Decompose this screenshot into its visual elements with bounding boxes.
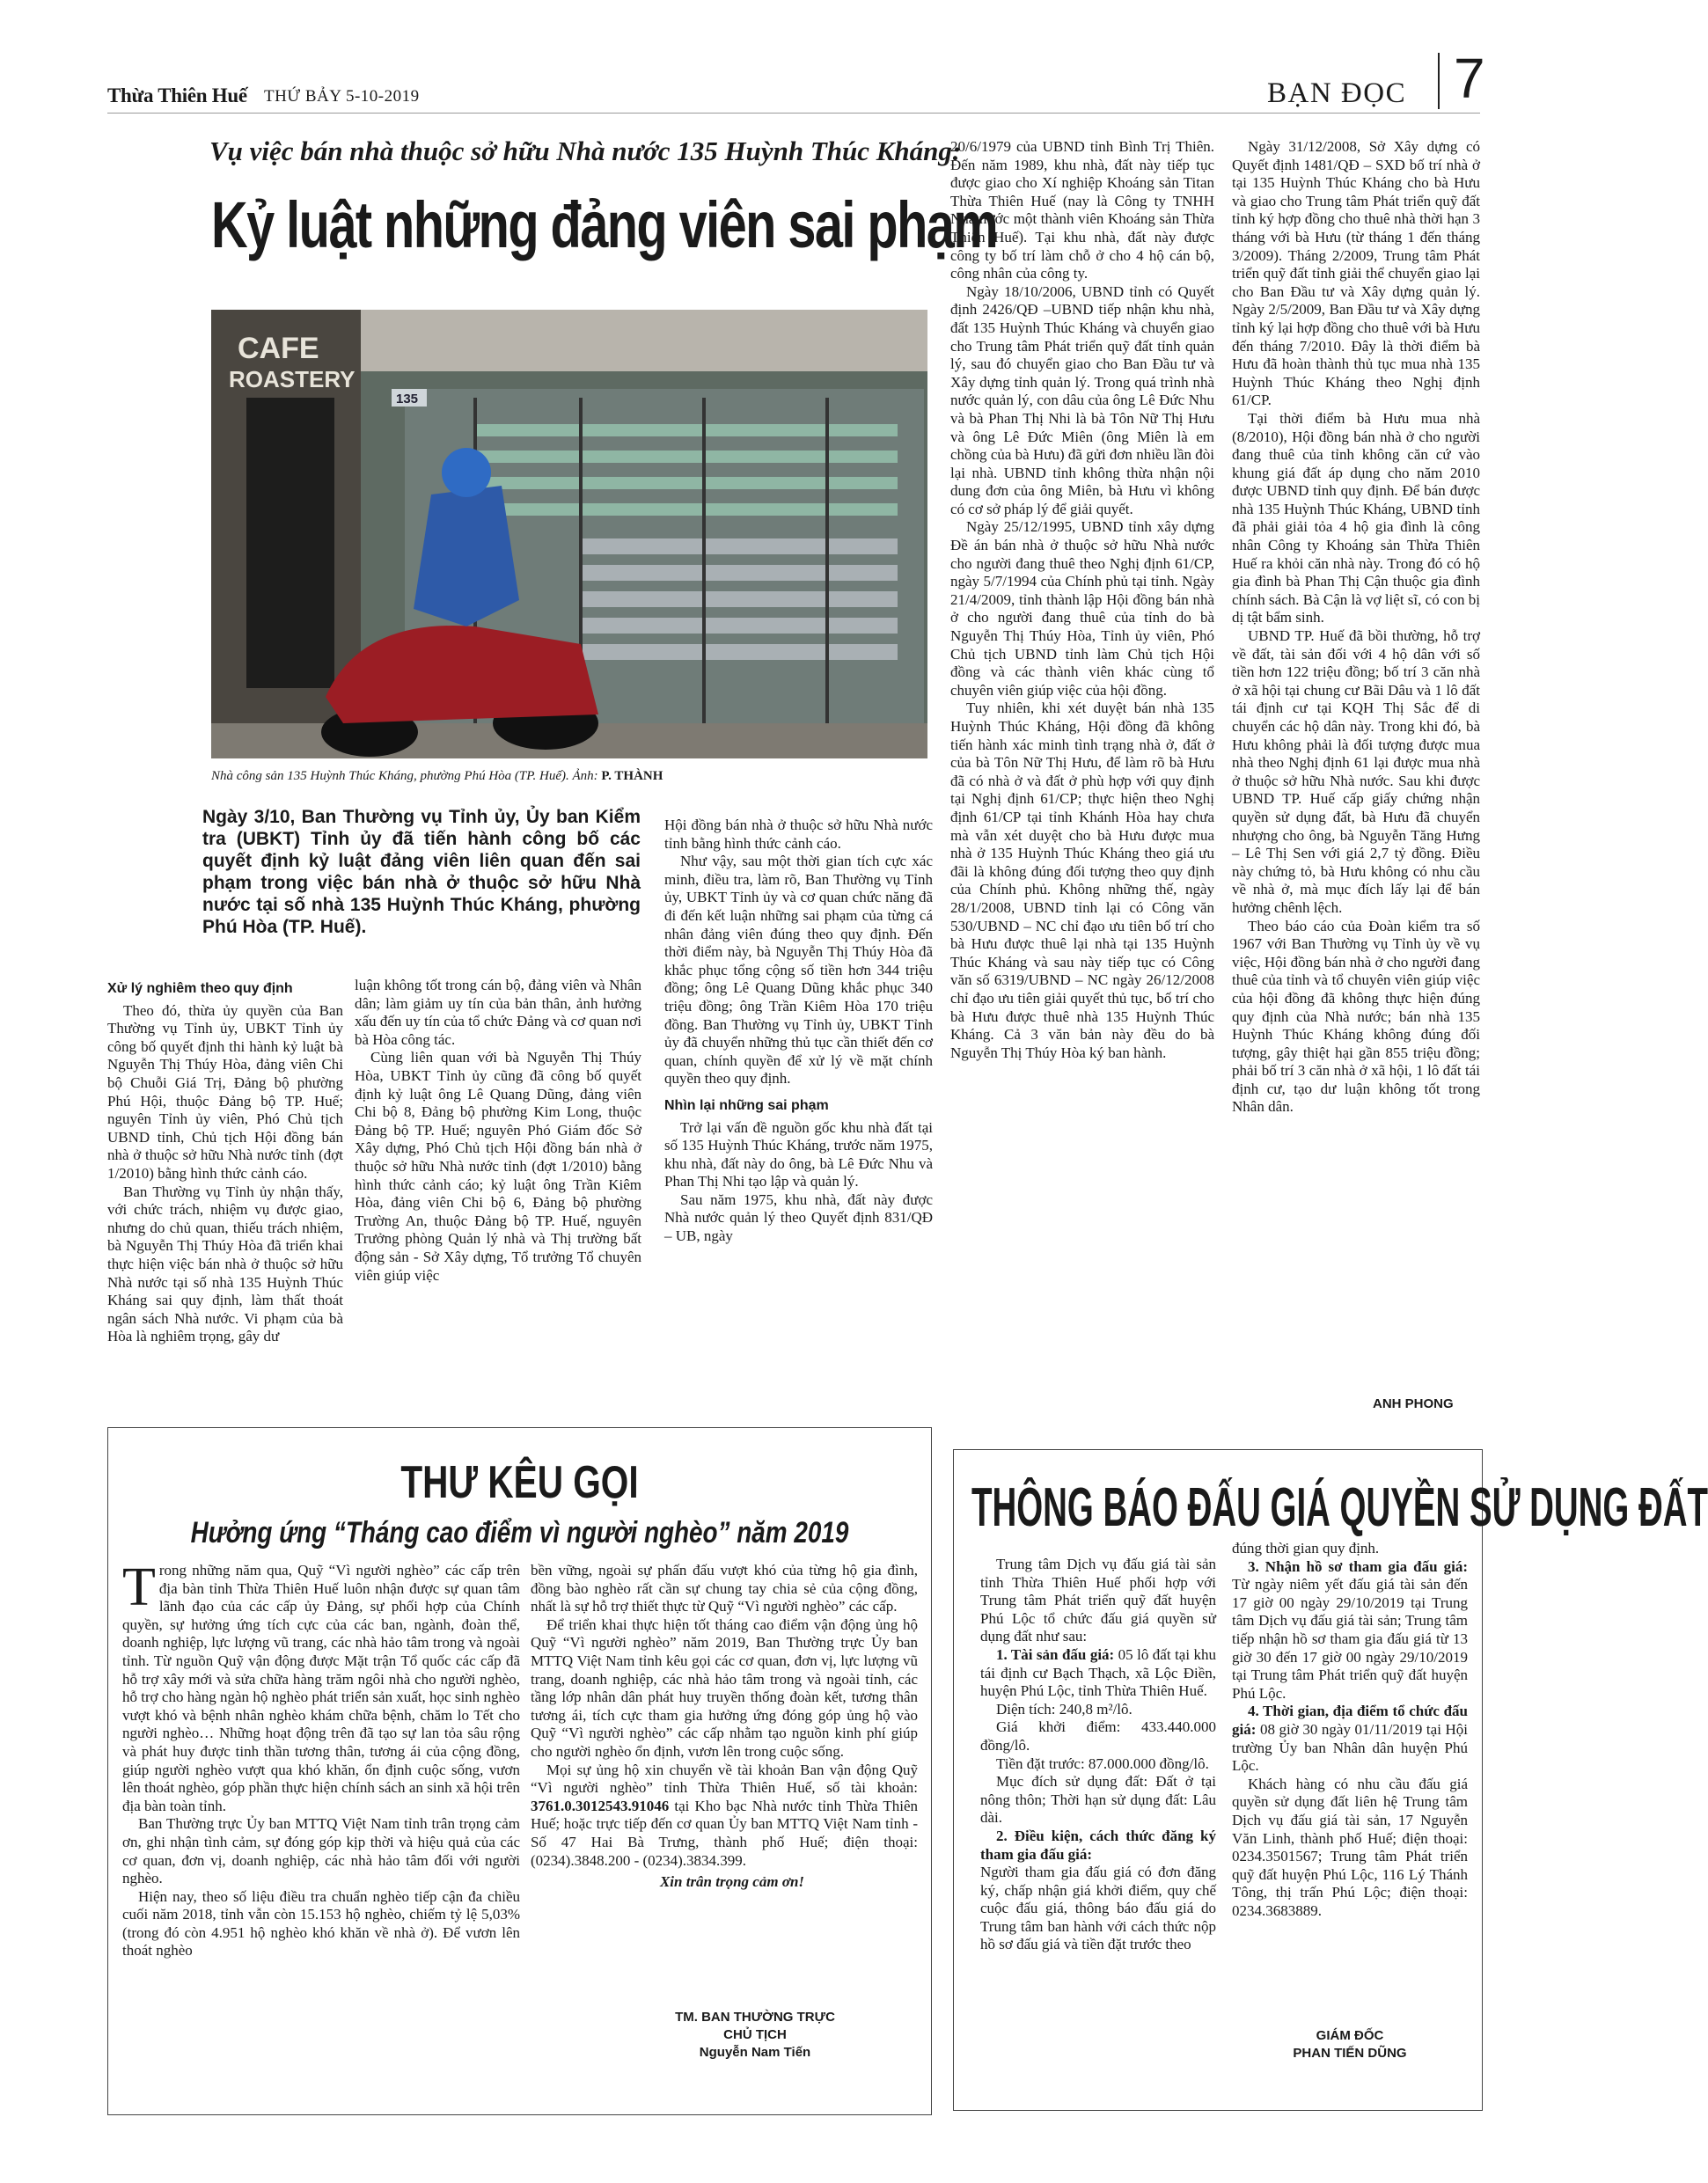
- appeal-column-2: [531, 1562, 918, 1949]
- paragraph: Hiện nay, theo số liệu điều tra chuẩn nghèo tiếp cận đa chiều cuối năm 2018, tỉnh vẫn còn 15.153 hộ nghèo, chiếm tỷ lệ 5,03% (trong đó còn 4.951 hộ nghèo khó khăn về nhà ở). Để vươn lên thoát nghèo: [122, 1887, 520, 1960]
- paragraph: 20/6/1979 của UBND tỉnh Bình Trị Thiên. Đến năm 1989, khu nhà, đất này tiếp tục được giao cho Xí nghiệp Khoáng sản Titan Thừa Thiên Huế (nay là Công ty TNHH Nhà nước một thành viên Khoáng sản Thừa Thiên Huế). Tại khu nhà, đất này được công ty bố trí làm chỗ ở cho 4 hộ cán bộ, công nhân của công ty.: [950, 138, 1214, 282]
- paragraph: Theo đó, thừa ủy quyền của Ban Thường vụ Tỉnh ủy, UBKT Tỉnh ủy công bố quyết định thi hành kỷ luật bà Nguyễn Thị Thúy Hòa, đảng viên Chi bộ Chuỗi Giá Trị, Đảng bộ phường Phú Hội, thuộc Đảng bộ TP. Huế; nguyên Tỉnh ủy viên, Phó Chủ tịch UBND tỉnh, Chủ tịch Hội đồng bán nhà ở thuộc sở hữu Nhà nước tỉnh (đợt 1/2010) bằng hình thức cảnh cáo.: [107, 1001, 343, 1182]
- masthead-brand: Thừa Thiên Huế: [107, 84, 247, 106]
- paragraph: tại khu tái định cư Bạch Thạch, xã Lộc Điền, huyện Phú Lộc, tỉnh Thừa Thiên Huế.: [980, 1645, 1217, 1700]
- paragraph: Trung tâm Dịch vụ đấu giá tài sản tỉnh Thừa Thiên Huế phối hợp với Trung tâm Phát triển quỹ đất huyện Phú Lộc tổ chức đấu giá quyền sử dụng đất như sau:: [980, 1556, 1216, 1645]
- subhead-look-back: Nhìn lại những sai phạm: [664, 1097, 829, 1113]
- paragraph: đúng thời gian quy định.: [1232, 1540, 1380, 1557]
- signature-role: CHỦ TỊCH: [723, 2027, 787, 2042]
- paragraph: Tiền đặt trước: 87.000.000 đồng/lô.: [996, 1754, 1209, 1772]
- paragraph: Theo báo cáo của Đoàn kiểm tra số 1967 với Ban Thường vụ Tỉnh ủy về vụ việc, Hội đồng bán nhà ở cho người đang thuê của tỉnh và tổ chuyên viên giúp việc của hội đồng đã không thực hiện đúng quy định của Nhà nước; bán nhà 135 Huỳnh Thúc Kháng không đúng đối tượng, gây thiệt hại gần 855 triệu đồng; phải bố trí 3 căn nhà ở xã hội, 1 lô đất tái định cư, tạo dư luận không tốt trong Nhân dân.: [1232, 917, 1480, 1116]
- paragraph: Cùng liên quan với bà Nguyễn Thị Thúy Hòa, UBKT Tỉnh ủy cũng đã công bố quyết định kỷ luật ông Lê Quang Dũng, đảng viên Chi bộ 8, Đảng bộ phường Kim Long, thuộc Đảng bộ TP. Huế; nguyên Phó Giám đốc Sở Xây dựng, Phó Chủ tịch Hội đồng bán nhà ở thuộc sở hữu Nhà nước tỉnh (đợt 1/2010) bằng hình thức cảnh cáo; kỷ luật ông Trần Kiêm Hòa, đảng viên Chi bộ 6, Đảng bộ phường Trường An, thuộc Đảng bộ TP. Huế, nguyên Trưởng phòng Quản lý nhà và Thị trường bất động sản - Sở Xây dựng, Tổ trưởng Tổ chuyên viên giúp việc: [355, 1049, 641, 1284]
- paragraph: Để triển khai thực hiện tốt tháng cao điểm vận động ủng hộ Quỹ “Vì người nghèo” năm 2019, Ban Thường trực Ủy ban MTTQ Việt Nam tỉnh kêu gọi các cơ quan, đơn vị, lực lượng vũ trang, doanh nghiệp, các nhà hảo tâm trong và ngoài tỉnh, các tầng lớp nhân dân phát huy truyền thống đoàn kết, tương thân tương ái, tích cực tham gia hưởng ứng đóng góp ủng hộ vào Quỹ “Vì người nghèo” các cấp nhằm tạo nguồn kinh phí giúp cho người nghèo ổn định, vươn lên trong cuộc sống.: [531, 1615, 918, 1760]
- paragraph: Ngày 31/12/2008, Sở Xây dựng có Quyết định 1481/QĐ – SXD bố trí nhà ở tại 135 Huỳnh Thúc Kháng cho bà Hưu và giao cho Trung tâm Phát triển quỹ đất tỉnh ký hợp đồng cho thuê nhà thời hạn 3 tháng với bà Hưu (từ tháng 1 đến tháng 3/2009). Tháng 2/2009, Trung tâm Phát triển quỹ đất tỉnh giải thể chuyển giao lại cho Ban Đầu tư và Xây dựng quản lý. Ngày 2/5/2009, Ban Đầu tư và Xây dựng tỉnh ký lại hợp đồng cho thuê với bà Hưu đến tháng 7/2010. Đây là thời điểm bà Hưu đã hoàn thành thủ tục mua nhà 135 Huỳnh Thúc Kháng theo Nghị định 61/CP.: [1232, 138, 1480, 409]
- article-photo: [211, 310, 927, 758]
- paragraph: Từ ngày niêm yết đấu giá tài sản đến 17 giờ 00 ngày 29/10/2019 tại Trung tâm Dịch vụ đấu giá tài sản; Trung tâm tiếp nhận hồ sơ tham gia đấu giá từ 13 giờ 30 đến 17 giờ 00 ngày 29/10/2019 tại Trung tâm Phát triển quỹ đất huyện Phú Lộc.: [1232, 1576, 1468, 1702]
- header-rule: [107, 113, 1480, 114]
- auction-item-3-label: 3. Nhận hồ sơ tham gia đấu giá:: [1248, 1557, 1468, 1575]
- paragraph: Khách hàng có nhu cầu đấu giá quyền sử dụng đất liên hệ Trung tâm Dịch vụ đấu giá tài sản, 17 Nguyễn Văn Linh, thành phố Huế; điện thoại: 0234.3501567; Trung tâm Phát triển quỹ đất huyện Phú Lộc, 116 Lý Thánh Tông, thị trấn Phú Lộc; điện thoại: 0234.3683889.: [1232, 1775, 1468, 1919]
- signature-name: PHAN TIẾN DŨNG: [1293, 2046, 1407, 2061]
- auction-title: THÔNG BÁO ĐẤU GIÁ QUYỀN SỬ DỤNG ĐẤT: [971, 1477, 1708, 1538]
- section-title: BẠN ĐỌC: [1267, 77, 1407, 109]
- appeal-column-1: [122, 1557, 520, 2107]
- page-number: 7: [1454, 47, 1485, 110]
- article-lead: Ngày 3/10, Ban Thường vụ Tỉnh ủy, Ủy ban Kiểm tra (UBKT) Tỉnh ủy đã tiến hành công bố các quyết định kỷ luật đảng viên liên quan đến sai phạm trong việc bán nhà ở thuộc sở hữu Nhà nước tại số nhà 135 Huỳnh Thúc Kháng, phường Phú Hòa (TP. Huế).: [202, 807, 641, 937]
- auction-signature: [1232, 2027, 1468, 2062]
- appeal-thanks: Xin trân trọng cảm ơn!: [659, 1873, 805, 1891]
- auction-notice-box: [953, 1449, 1708, 2111]
- paragraph: Như vậy, sau một thời gian tích cực xác minh, điều tra, làm rõ, Ban Thường vụ Tỉnh ủy, UBKT Tỉnh ủy và cơ quan chức năng đã đi đến kết luận những sai phạm của từng cá nhân đảng viên đúng theo quy định. Đến thời điểm này, bà Nguyễn Thị Thúy Hòa đã khắc phục tổng cộng số tiền hơn 344 triệu đồng; ông Lê Quang Dũng khắc phục 340 triệu đồng; ông Trần Kiêm Hòa 170 triệu đồng. Ban Thường vụ Tỉnh ủy, UBKT Tỉnh ủy đã chuyển những thủ tục cần thiết đến cơ quan, chính quyền để xử lý về mặt chính quyền theo quy định.: [664, 853, 933, 1088]
- photo-house-number: 135: [396, 392, 419, 407]
- drop-cap: T: [122, 1557, 156, 1617]
- paragraph: UBND TP. Huế đã bồi thường, hỗ trợ về đất, tài sản đối với 4 hộ dân với số tiền hơn 122 triệu đồng; bố trí 3 căn nhà ở xã hội tại chung cư Bãi Dâu và 1 lô đất tái định cư tại KQH Thị Sắc để di chuyển các hộ dân này. Trong khi đó, bà Hưu không phải là đối tượng được mua nhà theo Nghị định 61 lại được mua nhà ở thuộc sở hữu Nhà nước. Sau khi được UBND TP. Huế cấp giấy chứng nhận quyền sử dụng đất, bà Hưu đã chuyển nhượng cho ông, bà Nguyễn Tăng Hưng – Lê Thị Sen với giá 2,7 tỷ đồng. Điều này chứng tỏ, bà Hưu không có nhu cầu về nhà ở, mà mục đích lấy lại để bán hưởng chênh lệch.: [1232, 627, 1480, 916]
- paragraph: rong những năm qua, Quỹ “Vì người nghèo” các cấp trên địa bàn tỉnh Thừa Thiên Huế luôn nhận được sự quan tâm lãnh đạo của các cấp ủy Đảng, sự phối hợp của Chính quyền, sự hưởng ứng tích cực của các ban, ngành, đoàn thể, doanh nghiệp, lực lượng vũ trang, các nhà hảo tâm trong và ngoài tỉnh. Từ nguồn Quỹ vận động được Mặt trận Tổ quốc các cấp đã hỗ trợ xây mới và sửa chữa hàng trăm ngôi nhà cho người nghèo, hỗ trợ cho hàng ngàn hộ nghèo phát triển sản xuất, học sinh nghèo vượt khó và bệnh nhân nghèo khám chữa bệnh, chăm lo Tết cho người nghèo… Những hoạt động trên đã tạo sự lan tỏa sâu rộng và phát huy được tinh thần tương thân, tương ái của cộng đồng, giúp người nghèo vượt qua khó khăn, ổn định cuộc sống, vươn lên thoát nghèo, góp phần thực hiện chính sách an sinh xã hội trên địa bàn toàn tỉnh.: [122, 1562, 520, 1814]
- paragraph: Tại thời điểm bà Hưu mua nhà (8/2010), Hội đồng bán nhà ở cho người đang thuê của tỉnh không căn cứ vào khung giá đất áp dụng cho năm 2010 được UBND tỉnh quy định. Để bán được nhà 135 Huỳnh Thúc Kháng, UBND tỉnh đã phải giải tỏa 4 hộ gia đình là công nhân Công ty Khoáng sản Thừa Thiên Huế ra khỏi căn nhà này. Trong đó có hộ gia đình bà Phan Thị Cận thuộc gia đình chính sách. Bà Cận là vợ liệt sĩ, có con bị dị tật bẩm sinh.: [1232, 409, 1480, 626]
- signature-name: Nguyễn Nam Tiến: [699, 2045, 811, 2060]
- auction-item-1-label: 1. Tài sản đấu giá:: [996, 1645, 1115, 1663]
- header-divider: [1438, 53, 1440, 109]
- issue-date: THỨ BẢY 5-10-2019: [264, 87, 420, 106]
- signature-org: TM. BAN THƯỜNG TRỰC: [675, 2010, 835, 2025]
- photo-caption: [211, 769, 933, 784]
- paragraph: Người tham gia đấu giá có đơn đăng ký, chấp nhận giá khởi điểm, quy chế cuộc đấu giá, thông báo đấu giá do Trung tâm ban hành với cách thức nộp hồ sơ đấu giá và tiền đặt trước theo: [980, 1864, 1216, 1953]
- paragraph: Mọi sự ủng hộ xin chuyển về tài khoản Ban vận động Quỹ “Vì người nghèo” tỉnh Thừa Thiên Huế, số tài khoản:: [531, 1761, 918, 1797]
- article-kicker: Vụ việc bán nhà thuộc sở hữu Nhà nước 135 Huỳnh Thúc Kháng:: [209, 136, 962, 166]
- article-headline: Kỷ luật những đảng viên sai phạm: [211, 188, 998, 261]
- paragraph: Hội đồng bán nhà ở thuộc sở hữu Nhà nước tỉnh bằng hình thức cảnh cáo.: [664, 817, 933, 852]
- paragraph: Mục đích sử dụng đất: Đất ở tại nông thôn; Thời hạn sử dụng đất: Lâu dài.: [980, 1773, 1216, 1827]
- appeal-signature: [636, 2009, 874, 2062]
- paragraph: Sau năm 1975, khu nhà, đất này được Nhà nước quản lý theo Quyết định 831/QĐ – UB, ngày: [664, 1190, 933, 1245]
- auction-item-2-label: 2. Điều kiện, cách thức đăng ký tham gia đấu giá:: [980, 1827, 1216, 1863]
- caption-credit: P. THÀNH: [601, 769, 663, 783]
- paragraph: tại Kho bạc Nhà nước tỉnh Thừa Thiên Huế; hoặc trực tiếp đến cơ quan Ủy ban MTTQ Việt Nam tỉnh - Số 47 Hai Bà Trưng, thành phố Huế; điện thoại: (0234).3848.200 - (0234).3834.399.: [531, 1797, 919, 1869]
- signature-role: GIÁM ĐỐC: [1316, 2028, 1384, 2043]
- auction-column-2: [1232, 1540, 1468, 1997]
- shop-front-illustration: [211, 310, 927, 758]
- photo-sign-roastery: ROASTERY: [229, 366, 356, 392]
- paragraph: luận không tốt trong cán bộ, đảng viên và Nhân dân; làm giảm uy tín của bản thân, ảnh hưởng xấu đến uy tín của tổ chức Đảng và cơ quan nơi bà Hòa công tác.: [355, 977, 641, 1048]
- article-byline: ANH PHONG: [1373, 1396, 1454, 1411]
- appeal-box: [107, 1427, 932, 2115]
- auction-item-1-text: 05 lô đất: [1118, 1645, 1171, 1663]
- paragraph: Diện tích: 240,8 m²/lô.: [996, 1700, 1133, 1718]
- caption-text: Nhà công sản 135 Huỳnh Thúc Kháng, phường Phú Hòa (TP. Huế). Ảnh:: [211, 769, 598, 783]
- paragraph: Ban Thường vụ Tỉnh ủy nhận thấy, với chức trách, nhiệm vụ được giao, nhưng do chủ quan, thiếu trách nhiệm, bà Nguyễn Thị Thúy Hòa đã triển khai thực hiện việc bán nhà ở thuộc sở hữu Nhà nước tại số nhà 135 Huỳnh Thúc Kháng sai quy định, làm thất thoát ngân sách Nhà nước. Vi phạm của bà Hòa là nghiêm trọng, gây dư: [107, 1183, 343, 1345]
- photo-sign-cafe: CAFE: [238, 332, 319, 365]
- article-column-5: [1232, 138, 1480, 1396]
- paragraph: Tuy nhiên, khi xét duyệt bán nhà 135 Huỳnh Thúc Kháng, Hội đồng đã không tiến hành xác minh tình trạng nhà ở, đất ở của bà Tôn Nữ Thị Hưu, để làm rõ bà Hưu đã có nhà ở và đất ở phù hợp với quy định tại Nghị định 61/CP; thực hiện theo Nghị định 61/CP tại tỉnh Khánh Hòa hay chưa mà vẫn xét duyệt cho bà Hưu được mua nhà ở 135 Huỳnh Thúc Kháng theo giá ưu đãi là không đúng đối tượng theo quy định của Chính phủ. Không những thế, ngày 28/1/2008, UBND tỉnh lại có Công văn 530/UBND – NC chỉ đạo ưu tiên bố trí cho bà Hưu được thuê lại nhà tại 135 Huỳnh Thúc Kháng và sau này tiếp tục có Công văn số 6319/UBND – NC ngày 26/12/2008 chỉ đạo ưu tiên giải quyết thủ tục, bố trí cho bà Hưu được thuê nhà 135 Huỳnh Thúc Kháng. Cả 3 văn bản này đều do bà Nguyễn Thị Thúy Hòa ký ban hành.: [950, 700, 1214, 1061]
- paragraph: Ngày 18/10/2006, UBND tỉnh có Quyết định 2426/QĐ –UBND tiếp nhận khu nhà, đất 135 Huỳnh Thúc Kháng và chuyển giao cho Trung tâm Phát triển quỹ đất tỉnh quản lý, sau đó chuyển giao cho Ban Đầu tư và Xây dựng tỉnh quản lý. Trong quá trình nhà nước quản lý, con dâu của ông Lê Đức Nhu và bà Phan Thị Nhi là bà Tôn Nữ Thị Hưu và ông Lê Đức Miên (ông Miên là em chồng của bà Hưu) đã gửi đơn nhiều lần đòi lại nhà. UBND tỉnh không thừa nhận nội dung đơn của ông Miên, bà Hưu vì không có cơ sở pháp lý để giải quyết.: [950, 282, 1214, 517]
- paragraph: bền vững, ngoài sự phấn đấu vượt khó của từng hộ gia đình, đồng bào nghèo rất cần sự chung tay chia sẻ của cộng đồng, nhất là sự hỗ trợ thiết thực từ Quỹ “Vì người nghèo” các cấp.: [531, 1562, 918, 1615]
- paragraph: Ban Thường trực Ủy ban MTTQ Việt Nam tỉnh trân trọng cảm ơn, ghi nhận tình cảm, sự đóng góp kịp thời và hiệu quả của các cơ quan, đơn vị, doanh nghiệp, các nhà hảo tâm đối với người nghèo.: [122, 1815, 520, 1887]
- article-column-2: [355, 977, 641, 1415]
- article-column-1: [107, 975, 343, 1415]
- paragraph: Trở lại vấn đề nguồn gốc khu nhà đất tại số 135 Huỳnh Thúc Kháng, trước năm 1975, khu nhà, đất này do ông, bà Lê Đức Nhu và Phan Thị Nhi tạo lập và quản lý.: [664, 1118, 933, 1190]
- appeal-title: THƯ KÊU GỌI: [400, 1457, 639, 1508]
- article-column-4: [950, 138, 1214, 1417]
- article-column-3: [664, 817, 933, 1415]
- subhead-strict-handling: Xử lý nghiêm theo quy định: [107, 981, 293, 996]
- paragraph: Ngày 25/12/1995, UBND tỉnh xây dựng Đề án bán nhà ở thuộc sở hữu Nhà nước cho người đang thuê theo Nghị định 61/CP, ngày 5/7/1994 của Chính phủ tại tỉnh. Ngày 21/4/2009, tỉnh thành lập Hội đồng bán nhà ở cho người đang thuê của tỉnh do bà Nguyễn Thị Thúy Hòa, Tỉnh ủy viên, Phó Chủ tịch UBND tỉnh làm Chủ tịch Hội đồng và các thành viên khác cùng tổ chuyên viên giúp việc của hội đồng.: [950, 518, 1214, 699]
- account-number: 3761.0.3012543.91046: [531, 1797, 670, 1814]
- appeal-subtitle: Hưởng ứng “Tháng cao điểm vì người nghèo” năm 2019: [190, 1516, 849, 1549]
- auction-item-4-label: 4. Thời gian, địa điểm tổ chức đấu giá:: [1232, 1703, 1468, 1738]
- auction-column-1: [980, 1556, 1216, 2101]
- paragraph: Giá khởi điểm: 433.440.000 đồng/lô.: [980, 1718, 1216, 1754]
- paragraph: 08 giờ 30 ngày 01/11/2019 tại Hội trường Ủy ban Nhân dân huyện Phú Lộc.: [1232, 1720, 1468, 1775]
